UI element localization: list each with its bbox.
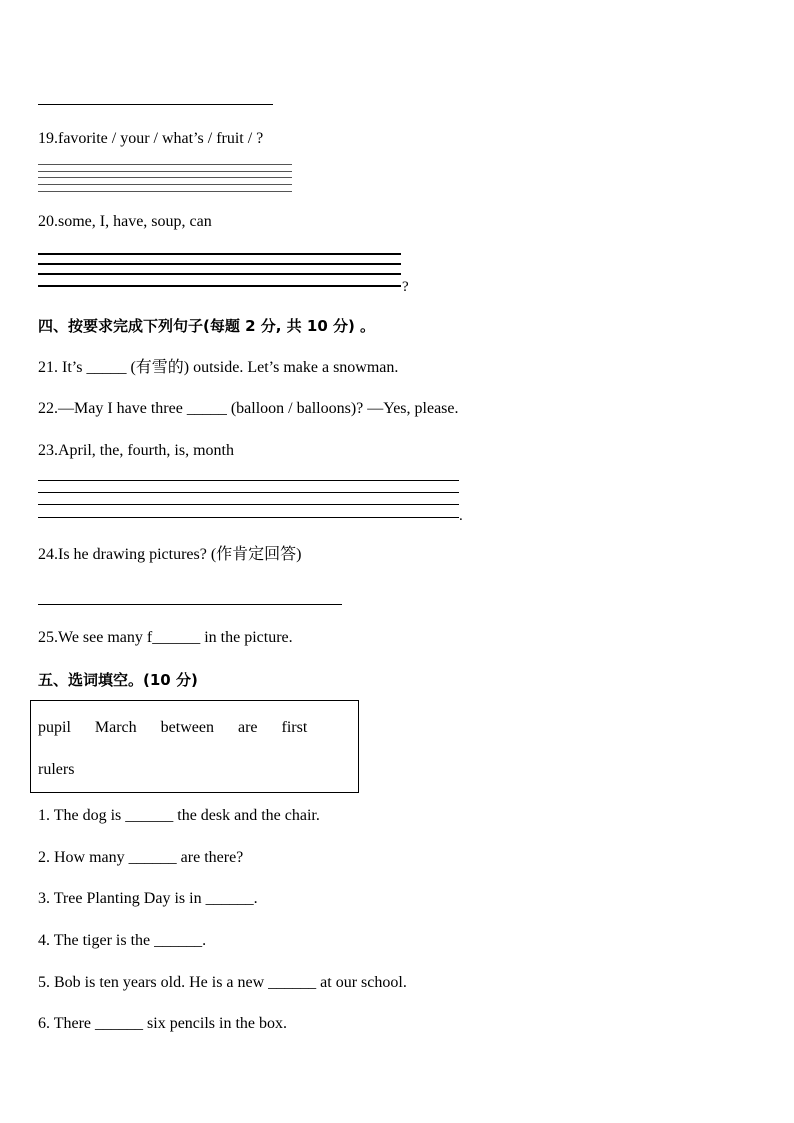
word-bank-item: first — [281, 719, 308, 736]
answer-line-24[interactable] — [38, 604, 342, 605]
section-4-heading: 四、按要求完成下列句子(每题 2 分, 共 10 分) 。 — [38, 317, 376, 335]
answer-line-19-1[interactable] — [38, 164, 292, 165]
fill-item-4: 4. The tiger is the ______. — [38, 932, 207, 949]
fill-item-1: 1. The dog is ______ the desk and the chair. — [38, 807, 320, 824]
answer-line-20-2[interactable] — [38, 263, 401, 265]
answer-line-23-2[interactable] — [38, 492, 459, 493]
question-23-prompt: 23.April, the, fourth, is, month — [38, 442, 234, 459]
answer-line-20-3[interactable] — [38, 273, 401, 275]
fill-item-2: 2. How many ______ are there? — [38, 849, 244, 866]
word-bank-item: are — [237, 719, 258, 736]
question-23-end-mark: . — [459, 508, 463, 524]
fill-item-5: 5. Bob is ten years old. He is a new ______ at our school. — [38, 974, 407, 991]
answer-line-23-4[interactable] — [38, 517, 459, 518]
question-20-end-mark: ? — [402, 279, 409, 295]
word-bank-item: pupil — [38, 719, 71, 736]
word-bank-item: rulers — [38, 761, 75, 778]
word-bank-item: between — [160, 719, 214, 736]
question-22: 22.—May I have three _____ (balloon / balloons)? —Yes, please. — [38, 400, 459, 417]
question-24-prompt: 24.Is he drawing pictures? (作肯定回答) — [38, 546, 302, 563]
answer-line-20-4[interactable] — [38, 285, 401, 287]
word-bank-item: March — [94, 719, 137, 736]
word-bank-row-1 — [38, 718, 307, 738]
answer-line-19-3[interactable] — [38, 177, 292, 178]
question-19-prompt: 19.favorite / your / what’s / fruit / ? — [38, 130, 264, 147]
answer-line-19-2[interactable] — [38, 171, 292, 172]
question-20-prompt: 20.some, I, have, soup, can — [38, 213, 212, 230]
question-21: 21. It’s _____ (有雪的) outside. Let’s make a snowman. — [38, 359, 399, 376]
answer-line-top[interactable] — [38, 104, 273, 105]
word-bank-box — [30, 700, 359, 793]
fill-item-3: 3. Tree Planting Day is in ______. — [38, 890, 258, 907]
question-25: 25.We see many f______ in the picture. — [38, 629, 293, 646]
answer-line-19-4[interactable] — [38, 184, 292, 185]
answer-line-20-1[interactable] — [38, 253, 401, 255]
answer-line-23-1[interactable] — [38, 480, 459, 481]
section-5-heading: 五、选词填空。(10 分) — [38, 671, 198, 689]
answer-line-19-5[interactable] — [38, 191, 292, 192]
fill-item-6: 6. There ______ six pencils in the box. — [38, 1015, 287, 1032]
word-bank-row-2 — [38, 760, 74, 780]
answer-line-23-3[interactable] — [38, 504, 459, 505]
